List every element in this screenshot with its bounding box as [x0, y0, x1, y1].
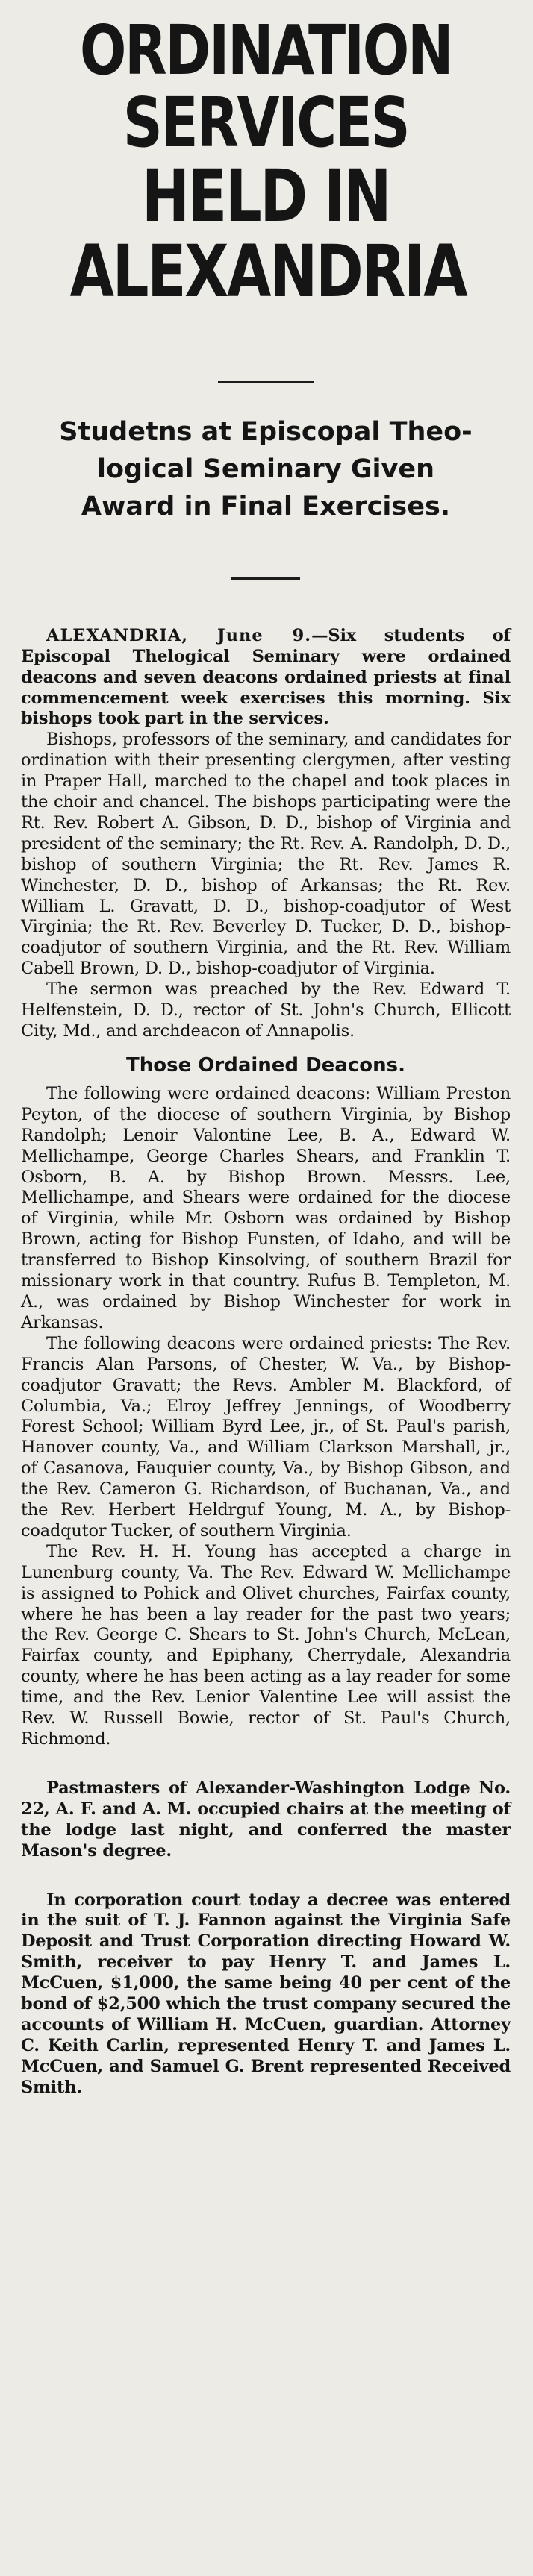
paragraph-4: The following were ordained deacons: William Preston Peyton, of the diocese of southern Virginia, by Bishop Randolph; Lenoir Valontine Lee, B. A., Edward W. Mellichampe, George Charles Shears, and Franklin T. Osborn, B. A. by Bishop Brown. Messrs. Lee, Mellichampe, and Shears were ordained for the diocese of Virginia, while Mr. Osborn was ordained by Bishop Brown, acting for Bishop Funsten, of Idaho, and will be transferred to Bishop Kinsolving, of southern Brazil for missionary work in that country. Rufus B. Templeton, M. A., was ordained by Bishop Winchester for work in Arkansas. — [21, 1083, 511, 1332]
paragraph-3: The sermon was preached by the Rev. Edward T. Helfenstein, D. D., rector of St. John's Church, Ellicott City, Md., and archdeacon of Annapolis. — [21, 980, 511, 1041]
headline-line-1: ORDINATION SERVICES — [79, 10, 452, 163]
subheadline-deck — [21, 413, 511, 525]
headline-line-2: HELD IN ALEXANDRIA — [69, 154, 467, 313]
divider-rule-2 — [231, 577, 300, 580]
spacer-2 — [21, 1862, 511, 1890]
dateline: ALEXANDRIA, June 9. — [46, 625, 312, 645]
headline — [69, 0, 467, 313]
paragraph-7: Pastmasters of Alexander-Washington Lodge No. 22, A. F. and A. M. occupied chairs at the meeting of the lodge last night, and conferred the master Mason's degree. — [21, 1778, 511, 1861]
article-body — [21, 626, 511, 2099]
deck-line-3: Award in Final Exercises. — [81, 491, 451, 521]
paragraph-6: The Rev. H. H. Young has accepted a charge in Lunenburg county, Va. The Rev. Edward W. Mellichampe is assigned to Pohick and Olivet churches, Fairfax county, where he has been a lay reader for the past two years; the Rev. George C. Shears to St. John's Church, McLean, Fairfax county, and Epiphany, Cherrydale, Alexandria county, where he has been acting as a lay reader for some time, and the Rev. Lenior Valentine Lee will assist the Rev. W. Russell Bowie, rector of St. Paul's Church, Richmond. — [21, 1541, 511, 1749]
paragraph-lead — [21, 626, 511, 730]
paragraph-5: The following deacons were ordained priests: The Rev. Francis Alan Parsons, of Chester, W. Va., by Bishop-coadjutor Gravatt; the Revs. Ambler M. Blackford, of Columbia, Va.; Elroy Jeffrey Jennings, of Woodberry Forest School; William Byrd Lee, jr., of St. Paul's parish, Hanover county, Va., and William Clarkson Marshall, jr., of Casanova, Fauquier county, Va., by Bishop Gibson, and the Rev. Cameron G. Richardson, of Buchanan, Va., and the Rev. Herbert Heldrguf Young, M. A., by Bishop-coadqutor Tucker, of southern Virginia. — [21, 1333, 511, 1541]
spacer — [21, 1750, 511, 1779]
section-subhead: Those Ordained Deacons. — [126, 1053, 405, 1077]
deck-line-1: Studetns at Episcopal Theo- — [59, 416, 473, 447]
lead-text: —Six students of Episcopal Thelogical Seminary were ordained deacons and seven deacons ordained priests at final commencement week exercises this morning. Six bishops took part in the services. — [21, 625, 511, 729]
deck-line-2: logical Seminary Given — [96, 454, 435, 484]
paragraph-2: Bishops, professors of the seminary, and candidates for ordination with their presenting clergymen, after vesting in Praper Hall, marched to the chapel and took places in the choir and chancel. The bishops participating were the Rt. Rev. Robert A. Gibson, D. D., bishop of Virginia and president of the seminary; the Rt. Rev. A. Randolph, D. D., bishop of southern Virginia; the Rt. Rev. James R. Winchester, D. D., bishop of Arkansas; the Rt. Rev. William L. Gravatt, D. D., bishop-coadjutor of West Virginia; the Rt. Rev. Beverley D. Tucker, D. D., bishop-coadjutor of southern Virginia, and the Rt. Rev. William Cabell Brown, D. D., bishop-coadjutor of Virginia. — [21, 730, 511, 979]
paragraph-8: In corporation court today a decree was entered in the suit of T. J. Fannon against the Virginia Safe Deposit and Trust Corporation directing Howard W. Smith, receiver to pay Henry T. and James L. McCuen, $1,000, the same being 40 per cent of the bond of $2,500 which the trust company secured the accounts of William H. McCuen, guardian. Attorney C. Keith Carlin, represented Henry T. and James L. McCuen, and Samuel G. Brent represented Received Smith. — [21, 1890, 511, 2097]
divider-rule — [218, 381, 314, 383]
